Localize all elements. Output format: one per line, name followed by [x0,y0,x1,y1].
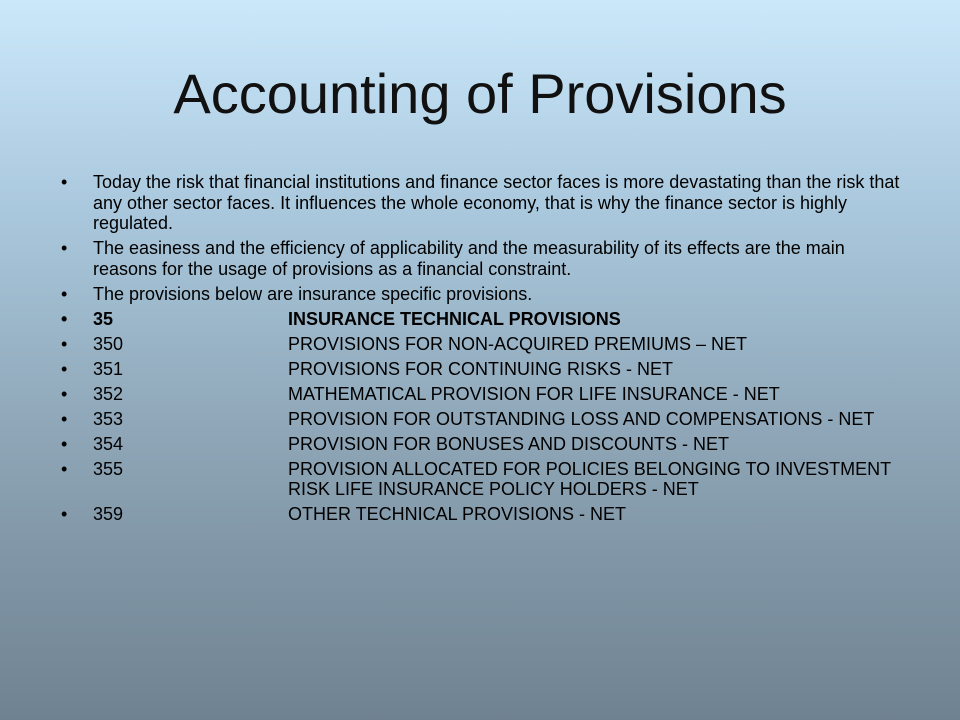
provision-name: PROVISION FOR OUTSTANDING LOSS AND COMPENSATIONS - NET [288,408,875,429]
provision-code: • 353 [93,408,124,429]
provision-item [58,409,908,430]
provision-code: • 350 [93,333,124,354]
provision-item [58,434,908,455]
bullet-list [58,172,908,529]
provision-item [58,384,908,405]
provision-name: PROVISIONS FOR CONTINUING RISKS - NET [288,358,674,379]
provision-code: • 354 [93,433,124,454]
provision-name: PROVISIONS FOR NON-ACQUIRED PREMIUMS – NET [288,333,748,354]
slide-title: Accounting of Provisions [173,62,787,125]
provision-name: OTHER TECHNICAL PROVISIONS - NET [288,504,627,524]
provision-code: • 352 [93,383,124,404]
provision-name: PROVISION ALLOCATED FOR POLICIES BELONGING TO INVESTMENT RISK LIFE INSURANCE POLICY HOLDERS - NET [288,458,891,499]
bullet-paragraph: • The provisions below are insurance specific provisions. [58,284,908,305]
provision-item [58,309,908,330]
provision-item [58,359,908,380]
provision-name: INSURANCE TECHNICAL PROVISIONS [288,308,621,329]
bullet-paragraph: • Today the risk that financial institutions and finance sector faces is more devastating than the risk that any other sector faces. It influences the whole economy, that is why the finance sector is highly regulated. [58,172,908,234]
provision-code: • 355 [93,458,124,479]
bullet-paragraph: • The easiness and the efficiency of applicability and the measurability of its effects are the main reasons for the usage of provisions as a financial constraint. [58,238,908,279]
provision-code: • 35 [93,308,114,329]
provision-name: PROVISION FOR BONUSES AND DISCOUNTS - NET [288,433,730,454]
provision-code: • 359 [93,504,124,524]
provision-item [58,334,908,355]
provision-item [58,459,908,500]
provision-code: • 351 [93,358,124,379]
provision-item [58,504,908,525]
provision-name: MATHEMATICAL PROVISION FOR LIFE INSURANCE - NET [288,383,780,404]
